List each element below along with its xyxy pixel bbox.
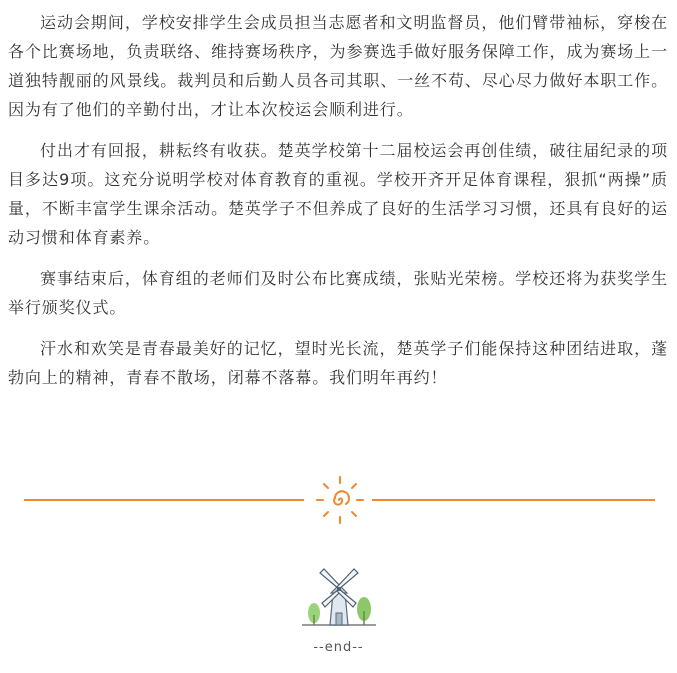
- sun-icon: [314, 474, 366, 526]
- sun-divider: [24, 474, 655, 526]
- article-paragraph-2: 付出才有回报，耕耘终有收获。楚英学校第十二届校运会再创佳绩，破往届纪录的项目多达9项。这充分说明学校对体育教育的重视。学校开齐开足体育课程，狠抓“两操”质量，不断丰富学生课余活动。楚英学子不但养成了良好的生活学习习惯，还具有良好的运动习惯和体育素养。: [8, 141, 668, 247]
- divider-line-right: [372, 499, 655, 501]
- end-label: --end--: [313, 640, 364, 655]
- article-body: [8, 8, 668, 404]
- divider-line-left: [24, 499, 304, 501]
- article-paragraph-1: 运动会期间，学校安排学生会成员担当志愿者和文明监督员，他们臂带袖标，穿梭在各个比赛场地，负责联络、维持赛场秩序，为参赛选手做好服务保障工作，成为赛场上一道独特靓丽的风景线。裁判员和后勤人员各司其职、一丝不苟、尽心尽力做好本职工作。因为有了他们的辛勤付出，才让本次校运会顺利进行。: [8, 13, 668, 119]
- article-paragraph-3: 赛事结束后，体育组的老师们及时公布比赛成绩，张贴光荣榜。学校还将为获奖学生举行颁奖仪式。: [8, 269, 668, 317]
- article-paragraph-4: 汗水和欢笑是青春最美好的记忆，望时光长流，楚英学子们能保持这种团结进取，蓬勃向上的精神，青春不散场，闭幕不落幕。我们明年再约！: [8, 339, 668, 387]
- windmill-icon: [300, 565, 378, 629]
